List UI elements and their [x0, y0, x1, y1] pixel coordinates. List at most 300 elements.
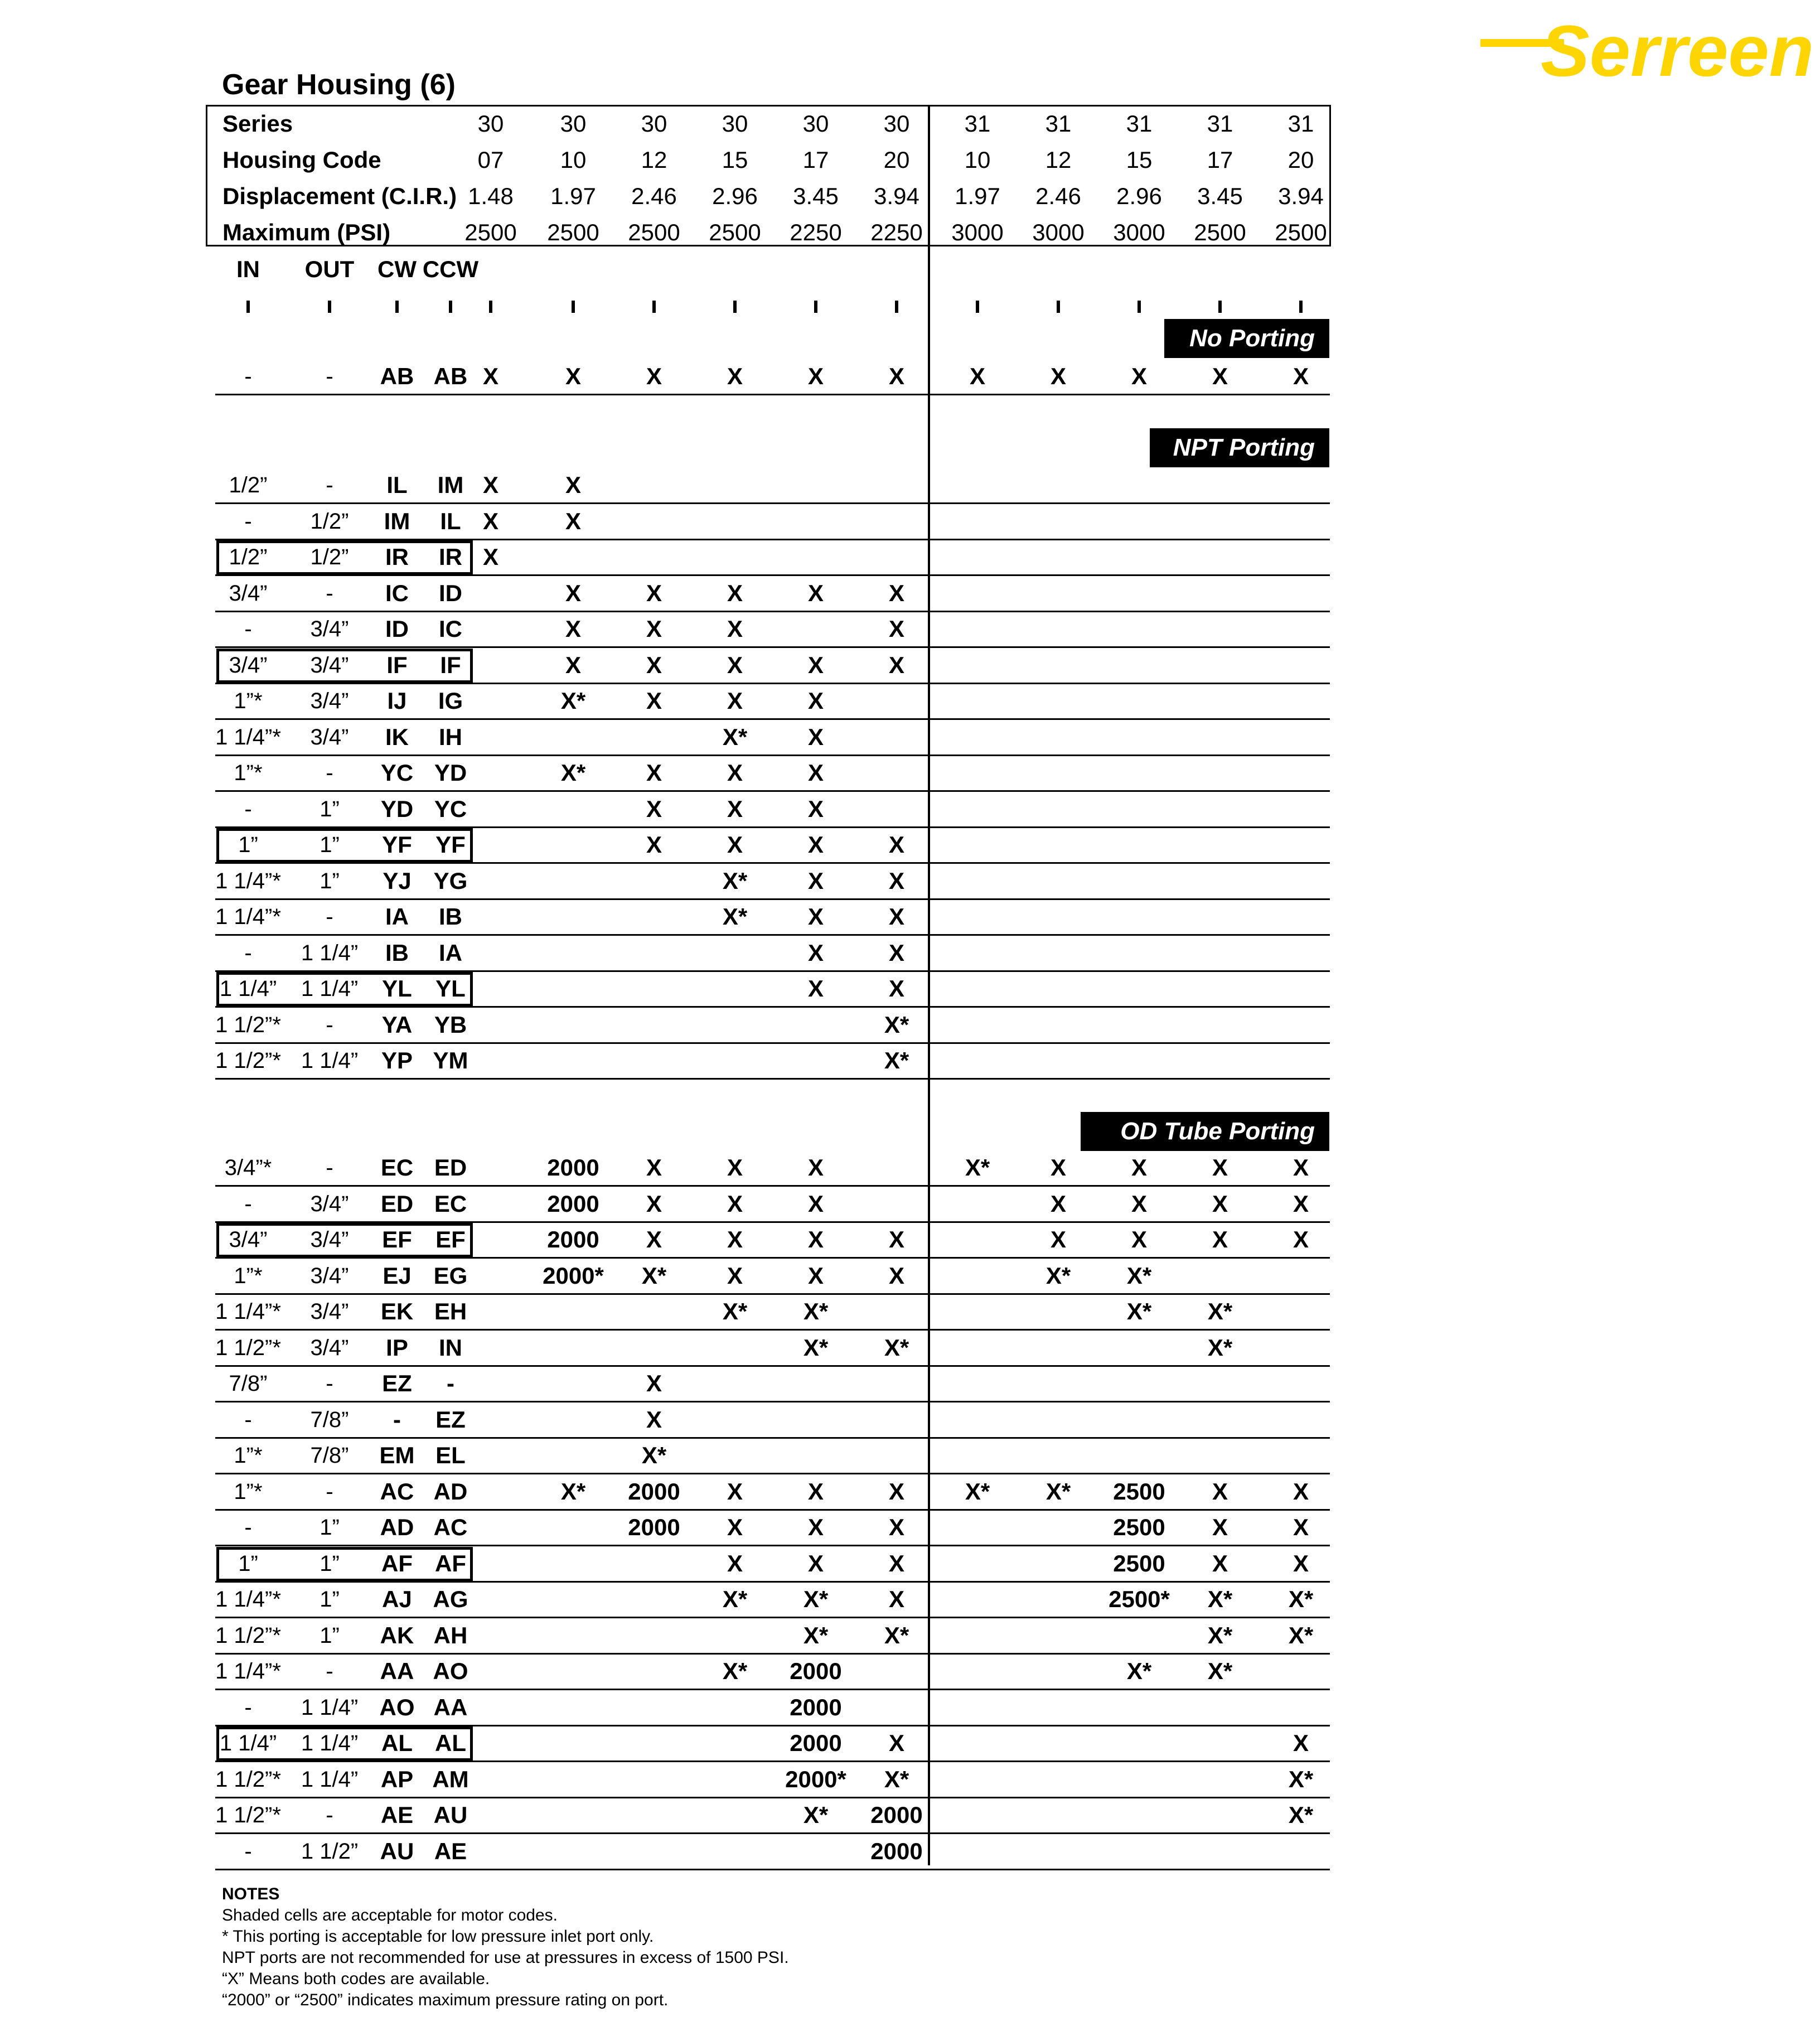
series-divider	[928, 105, 930, 1865]
row-in: -	[244, 1407, 252, 1432]
row-divider	[215, 1293, 1330, 1295]
row-out: -	[326, 581, 333, 606]
availability-cell: X	[646, 688, 662, 714]
availability-cell: X*	[1045, 1262, 1071, 1289]
availability-cell: X	[807, 939, 824, 966]
row-out: 7/8”	[310, 1443, 349, 1468]
row-cw: ED	[380, 1190, 414, 1217]
availability-cell: X*	[722, 1658, 748, 1684]
availability-cell: X	[727, 1262, 743, 1289]
row-ccw: IG	[438, 688, 463, 714]
row-out: 3/4”	[310, 724, 349, 749]
header-label: Maximum (PSI)	[222, 219, 391, 245]
availability-cell: X	[807, 651, 824, 678]
availability-cell: X	[646, 579, 662, 606]
availability-cell: X	[807, 1154, 824, 1181]
row-out: 1/2”	[310, 509, 349, 534]
availability-cell: X	[807, 1226, 824, 1252]
row-ccw: IC	[439, 616, 462, 642]
row-ccw: YG	[433, 867, 468, 894]
availability-cell: X	[1293, 1550, 1309, 1576]
row-cw: EF	[382, 1226, 412, 1252]
availability-cell: X	[646, 1154, 662, 1181]
availability-cell: X	[1131, 1190, 1148, 1217]
row-in: 1 1/4”*	[215, 1299, 281, 1324]
row-in: -	[244, 364, 252, 389]
availability-cell: 2000	[790, 1694, 842, 1720]
availability-cell: X*	[560, 760, 586, 786]
row-ccw: -	[447, 1370, 454, 1396]
row-divider	[215, 1617, 1330, 1618]
availability-cell: X	[888, 1514, 905, 1540]
availability-cell: X*	[1207, 1334, 1233, 1361]
row-cw: IF	[386, 651, 408, 678]
note-line: NPT ports are not recommended for use at pressures in excess of 1500 PSI.	[222, 1948, 789, 1967]
row-divider	[215, 1689, 1330, 1690]
header-value: 2500	[547, 219, 599, 245]
availability-cell: X*	[722, 903, 748, 930]
row-in: 1/2”	[229, 545, 268, 569]
header-value: 30	[477, 110, 504, 137]
availability-cell: X	[646, 795, 662, 822]
availability-cell: X	[807, 795, 824, 822]
availability-cell: X	[807, 1190, 824, 1217]
row-cw: EJ	[383, 1262, 412, 1289]
availability-cell: X*	[1207, 1622, 1233, 1648]
row-ccw: EZ	[435, 1406, 466, 1433]
row-divider	[215, 1401, 1330, 1402]
header-value: 30	[560, 110, 587, 137]
availability-cell: X*	[1288, 1802, 1314, 1828]
row-ccw: IF	[440, 651, 461, 678]
availability-cell: X*	[1045, 1478, 1071, 1505]
header-value: 2.46	[1035, 183, 1081, 209]
row-ccw: AL	[435, 1730, 466, 1756]
header-label: Housing Code	[222, 147, 381, 173]
row-ccw: YF	[435, 831, 466, 858]
availability-cell: X	[1131, 1226, 1148, 1252]
row-in: -	[244, 1695, 252, 1720]
row-ccw: IR	[439, 544, 462, 570]
availability-cell: 2000*	[543, 1262, 604, 1289]
availability-cell: X*	[1126, 1298, 1152, 1324]
availability-cell: X*	[722, 867, 748, 894]
row-out: 1/2”	[310, 545, 349, 569]
row-cw: -	[393, 1406, 401, 1433]
availability-cell: X	[888, 1550, 905, 1576]
header-value: 20	[1287, 147, 1314, 173]
availability-cell: X*	[560, 688, 586, 714]
availability-cell: X	[1293, 1154, 1309, 1181]
logo-wordmark: Serreen	[1541, 10, 1814, 83]
row-divider	[215, 1329, 1330, 1331]
row-divider	[215, 1042, 1330, 1044]
row-divider	[215, 1078, 1330, 1080]
availability-cell: X*	[803, 1802, 829, 1828]
availability-cell: X*	[722, 1298, 748, 1324]
row-in: -	[244, 1839, 252, 1864]
availability-cell: X*	[1288, 1766, 1314, 1792]
availability-cell: X*	[803, 1298, 829, 1324]
row-ccw: YC	[434, 795, 467, 822]
header-value: 2500	[709, 219, 761, 245]
row-divider	[215, 934, 1330, 936]
row-in: 1 1/4”*	[215, 1587, 281, 1612]
availability-cell: 2000	[547, 1226, 599, 1252]
availability-cell: X	[727, 831, 743, 858]
row-out: 1 1/4”	[301, 1048, 359, 1073]
column-tick	[1138, 301, 1141, 313]
row-out: 7/8”	[310, 1407, 349, 1432]
column-tick	[246, 301, 250, 313]
row-cw: IJ	[387, 688, 407, 714]
row-cw: IC	[385, 579, 409, 606]
row-out: 3/4”	[310, 652, 349, 678]
header-value: 2500	[464, 219, 517, 245]
availability-cell: X	[807, 831, 824, 858]
header-value: 3.94	[874, 183, 919, 209]
row-cw: AL	[381, 1730, 413, 1756]
notes	[222, 1884, 789, 2011]
availability-cell: X	[888, 1478, 905, 1505]
header-value: 17	[1207, 147, 1233, 173]
availability-cell: X	[1050, 1190, 1067, 1217]
availability-cell: X	[807, 1550, 824, 1576]
row-cw: IK	[385, 723, 409, 750]
row-divider	[215, 1869, 1330, 1870]
row-ccw: EG	[433, 1262, 468, 1289]
availability-cell: X	[1293, 1514, 1309, 1540]
header-value: 12	[1045, 147, 1072, 173]
header-value: 31	[1126, 110, 1153, 137]
row-in: 1 1/2”*	[215, 1048, 281, 1073]
availability-cell: X*	[803, 1334, 829, 1361]
column-tick	[652, 301, 656, 313]
row-out: 3/4”	[310, 617, 349, 641]
row-cw: YC	[380, 760, 414, 786]
row-out: 1”	[320, 1587, 340, 1612]
availability-cell: 2000*	[785, 1766, 846, 1792]
availability-cell: X	[1212, 1478, 1228, 1505]
availability-cell: X	[1293, 1478, 1309, 1505]
row-in: 1 1/2”*	[215, 1335, 281, 1360]
availability-cell: X	[807, 579, 824, 606]
row-divider	[215, 1509, 1330, 1511]
row-divider	[215, 1653, 1330, 1655]
matched-port-box	[216, 540, 473, 575]
availability-cell: X	[807, 688, 824, 714]
matched-port-box	[216, 1547, 473, 1581]
header-value: 2.96	[712, 183, 758, 209]
availability-cell: X	[646, 1406, 662, 1433]
row-out: 1”	[320, 868, 340, 893]
availability-cell: X	[646, 831, 662, 858]
row-divider	[215, 1832, 1330, 1834]
row-out: 3/4”	[310, 1263, 349, 1288]
availability-cell: X*	[965, 1154, 990, 1181]
availability-cell: X*	[1126, 1262, 1152, 1289]
row-divider	[215, 718, 1330, 720]
column-tick	[489, 301, 492, 313]
row-in: 3/4”	[229, 652, 268, 678]
column-tick	[814, 301, 817, 313]
row-out: 1 1/4”	[301, 1767, 359, 1792]
header-label: Displacement (C.I.R.)	[222, 183, 457, 209]
availability-cell: X	[565, 616, 582, 642]
column-tick	[328, 301, 331, 313]
matched-port-box	[216, 972, 473, 1007]
row-cw: IB	[385, 939, 409, 966]
row-ccw: AO	[433, 1658, 468, 1684]
note-line: “2000” or “2500” indicates maximum pressure rating on port.	[222, 1991, 669, 2009]
availability-cell: X*	[1288, 1586, 1314, 1612]
row-out: 1 1/4”	[301, 940, 359, 965]
availability-cell: X*	[641, 1442, 667, 1468]
column-header-out: OUT	[304, 256, 355, 282]
availability-cell: X	[807, 1478, 824, 1505]
row-ccw: IN	[439, 1334, 462, 1361]
row-ccw: AE	[434, 1837, 467, 1864]
row-ccw: AM	[432, 1766, 469, 1792]
availability-cell: X	[888, 939, 905, 966]
row-cw: AB	[380, 363, 414, 389]
availability-cell: X	[565, 472, 582, 498]
row-divider	[215, 394, 1330, 395]
availability-cell: X	[482, 544, 499, 570]
availability-cell: X	[1050, 1226, 1067, 1252]
column-header-cw: CW	[377, 256, 417, 282]
availability-cell: X	[888, 616, 905, 642]
row-divider	[215, 1365, 1330, 1367]
header-value: 2250	[790, 219, 842, 245]
row-ccw: EL	[435, 1442, 466, 1468]
header-value: 15	[722, 147, 748, 173]
row-ccw: ID	[439, 579, 462, 606]
availability-cell: 2000	[628, 1478, 680, 1505]
header-value: 15	[1126, 147, 1153, 173]
header-value: 1.48	[468, 183, 514, 209]
availability-cell: X*	[722, 723, 748, 750]
header-value: 10	[964, 147, 991, 173]
row-ccw: AF	[435, 1550, 466, 1576]
availability-cell: 2500	[1113, 1550, 1165, 1576]
row-in: 3/4”*	[224, 1155, 272, 1180]
row-divider	[215, 790, 1330, 792]
row-out: 1 1/4”	[301, 1731, 359, 1755]
row-ccw: EH	[434, 1298, 467, 1324]
row-in: 1”*	[234, 1479, 263, 1504]
row-cw: IL	[386, 472, 408, 498]
availability-cell: X	[1212, 1190, 1228, 1217]
availability-cell: 2500	[1113, 1514, 1165, 1540]
row-ccw: IA	[439, 939, 462, 966]
header-value: 3.45	[793, 183, 839, 209]
header-value: 07	[477, 147, 504, 173]
row-cw: EC	[380, 1154, 414, 1181]
column-tick	[395, 301, 399, 313]
row-in: -	[244, 1515, 252, 1540]
availability-cell: X	[807, 363, 824, 389]
row-in: 1”*	[234, 689, 263, 713]
row-cw: AK	[380, 1622, 414, 1648]
serreen-logo	[1480, 10, 1815, 83]
column-header-in: IN	[236, 256, 260, 282]
row-ccw: IM	[437, 472, 464, 498]
row-ccw: AG	[433, 1586, 468, 1612]
row-in: 1 1/2”*	[215, 1623, 281, 1648]
row-out: 1 1/4”	[301, 976, 359, 1001]
row-divider	[215, 1797, 1330, 1798]
row-ccw: AA	[433, 1694, 468, 1720]
row-ccw: AC	[433, 1514, 468, 1540]
availability-cell: X*	[965, 1478, 990, 1505]
header-value: 12	[641, 147, 667, 173]
row-divider	[215, 898, 1330, 900]
column-tick	[976, 301, 979, 313]
matched-port-box	[216, 649, 473, 683]
row-in: 1 1/4”	[219, 1731, 277, 1755]
matched-port-box	[216, 1223, 473, 1258]
availability-cell: 2000	[790, 1730, 842, 1756]
row-ccw: IL	[440, 507, 461, 534]
availability-cell: X*	[1288, 1622, 1314, 1648]
header-value: 2500	[1194, 219, 1246, 245]
row-cw: AU	[380, 1837, 414, 1864]
availability-cell: X	[888, 1226, 905, 1252]
availability-cell: X	[482, 472, 499, 498]
header-value: 30	[802, 110, 829, 137]
row-in: 7/8”	[229, 1371, 268, 1396]
availability-cell: X	[727, 1550, 743, 1576]
availability-cell: X*	[1126, 1658, 1152, 1684]
row-out: 3/4”	[310, 1227, 349, 1252]
availability-cell: X	[727, 1514, 743, 1540]
row-in: 1”	[238, 1551, 258, 1576]
column-tick	[1218, 301, 1222, 313]
column-tick	[449, 301, 452, 313]
row-cw: YA	[381, 1011, 413, 1038]
header-value: 3000	[1113, 219, 1165, 245]
availability-cell: 2000	[547, 1190, 599, 1217]
availability-cell: X	[646, 760, 662, 786]
header-value: 10	[560, 147, 587, 173]
row-ccw: AH	[433, 1622, 468, 1648]
row-out: 3/4”	[310, 1191, 349, 1216]
row-in: 1 1/4”*	[215, 868, 281, 893]
row-cw: IM	[384, 507, 410, 534]
row-in: 1 1/2”*	[215, 1803, 281, 1827]
availability-cell: X	[807, 1262, 824, 1289]
availability-cell: X	[565, 507, 582, 534]
section-label: NPT Porting	[1150, 428, 1329, 467]
availability-cell: X	[727, 363, 743, 389]
header-value: 3000	[951, 219, 1004, 245]
row-ccw: AU	[433, 1802, 468, 1828]
availability-cell: X*	[1207, 1298, 1233, 1324]
availability-cell: X*	[803, 1586, 829, 1612]
availability-cell: X*	[884, 1622, 909, 1648]
row-cw: YL	[382, 975, 412, 1002]
column-tick	[572, 301, 575, 313]
row-out: -	[326, 905, 333, 929]
row-out: -	[326, 1803, 333, 1827]
column-tick	[895, 301, 898, 313]
row-ccw: YL	[435, 975, 466, 1002]
availability-cell: X*	[1207, 1658, 1233, 1684]
availability-cell: X	[1131, 1154, 1148, 1181]
row-in: 3/4”	[229, 581, 268, 606]
row-in: -	[244, 1191, 252, 1216]
availability-cell: X	[646, 1190, 662, 1217]
availability-cell: X	[1050, 363, 1067, 389]
header-value: 2250	[870, 219, 923, 245]
header-value: 2.96	[1116, 183, 1162, 209]
row-ccw: YM	[433, 1047, 468, 1073]
header-value: 17	[802, 147, 829, 173]
availability-cell: X*	[1207, 1586, 1233, 1612]
availability-cell: X	[565, 579, 582, 606]
availability-cell: X	[1212, 1550, 1228, 1576]
availability-cell: X	[1050, 1154, 1067, 1181]
header-value: 31	[1045, 110, 1072, 137]
availability-cell: X	[727, 1154, 743, 1181]
availability-cell: 2000	[547, 1154, 599, 1181]
section-label: OD Tube Porting	[1081, 1112, 1329, 1151]
row-ccw: EF	[435, 1226, 466, 1252]
header-value: 20	[883, 147, 910, 173]
availability-cell: X	[1293, 1226, 1309, 1252]
row-cw: AD	[380, 1514, 414, 1540]
availability-cell: X*	[722, 1586, 748, 1612]
availability-cell: X	[646, 1370, 662, 1396]
header-value: 31	[1207, 110, 1233, 137]
availability-cell: X	[1131, 363, 1148, 389]
availability-cell: X	[888, 651, 905, 678]
row-in: -	[244, 796, 252, 821]
availability-cell: X	[727, 651, 743, 678]
availability-cell: X	[565, 363, 582, 389]
availability-cell: X	[1293, 1730, 1309, 1756]
availability-cell: X	[727, 616, 743, 642]
header-value: 31	[964, 110, 991, 137]
row-divider	[215, 1473, 1330, 1474]
row-ccw: ED	[434, 1154, 467, 1181]
availability-cell: X	[1212, 1154, 1228, 1181]
row-cw: ID	[385, 616, 409, 642]
availability-cell: X	[727, 1478, 743, 1505]
row-out: 3/4”	[310, 689, 349, 713]
row-in: 1 1/4”*	[215, 905, 281, 929]
note-line: * This porting is acceptable for low pressure inlet port only.	[222, 1927, 654, 1946]
row-cw: AO	[379, 1694, 415, 1720]
availability-cell: X*	[884, 1047, 909, 1073]
availability-cell: X	[1212, 1226, 1228, 1252]
row-ccw: IB	[439, 903, 462, 930]
row-out: -	[326, 1371, 333, 1396]
availability-cell: X	[727, 760, 743, 786]
row-cw: AC	[380, 1478, 414, 1505]
row-in: -	[244, 617, 252, 641]
row-cw: YD	[380, 795, 414, 822]
row-in: 1 1/2”*	[215, 1767, 281, 1792]
row-ccw: IH	[439, 723, 462, 750]
row-out: -	[326, 364, 333, 389]
row-in: 1 1/4”	[219, 976, 277, 1001]
row-out: -	[326, 1012, 333, 1037]
header-value: 2.46	[631, 183, 677, 209]
availability-cell: X	[888, 1730, 905, 1756]
row-cw: AE	[380, 1802, 414, 1828]
